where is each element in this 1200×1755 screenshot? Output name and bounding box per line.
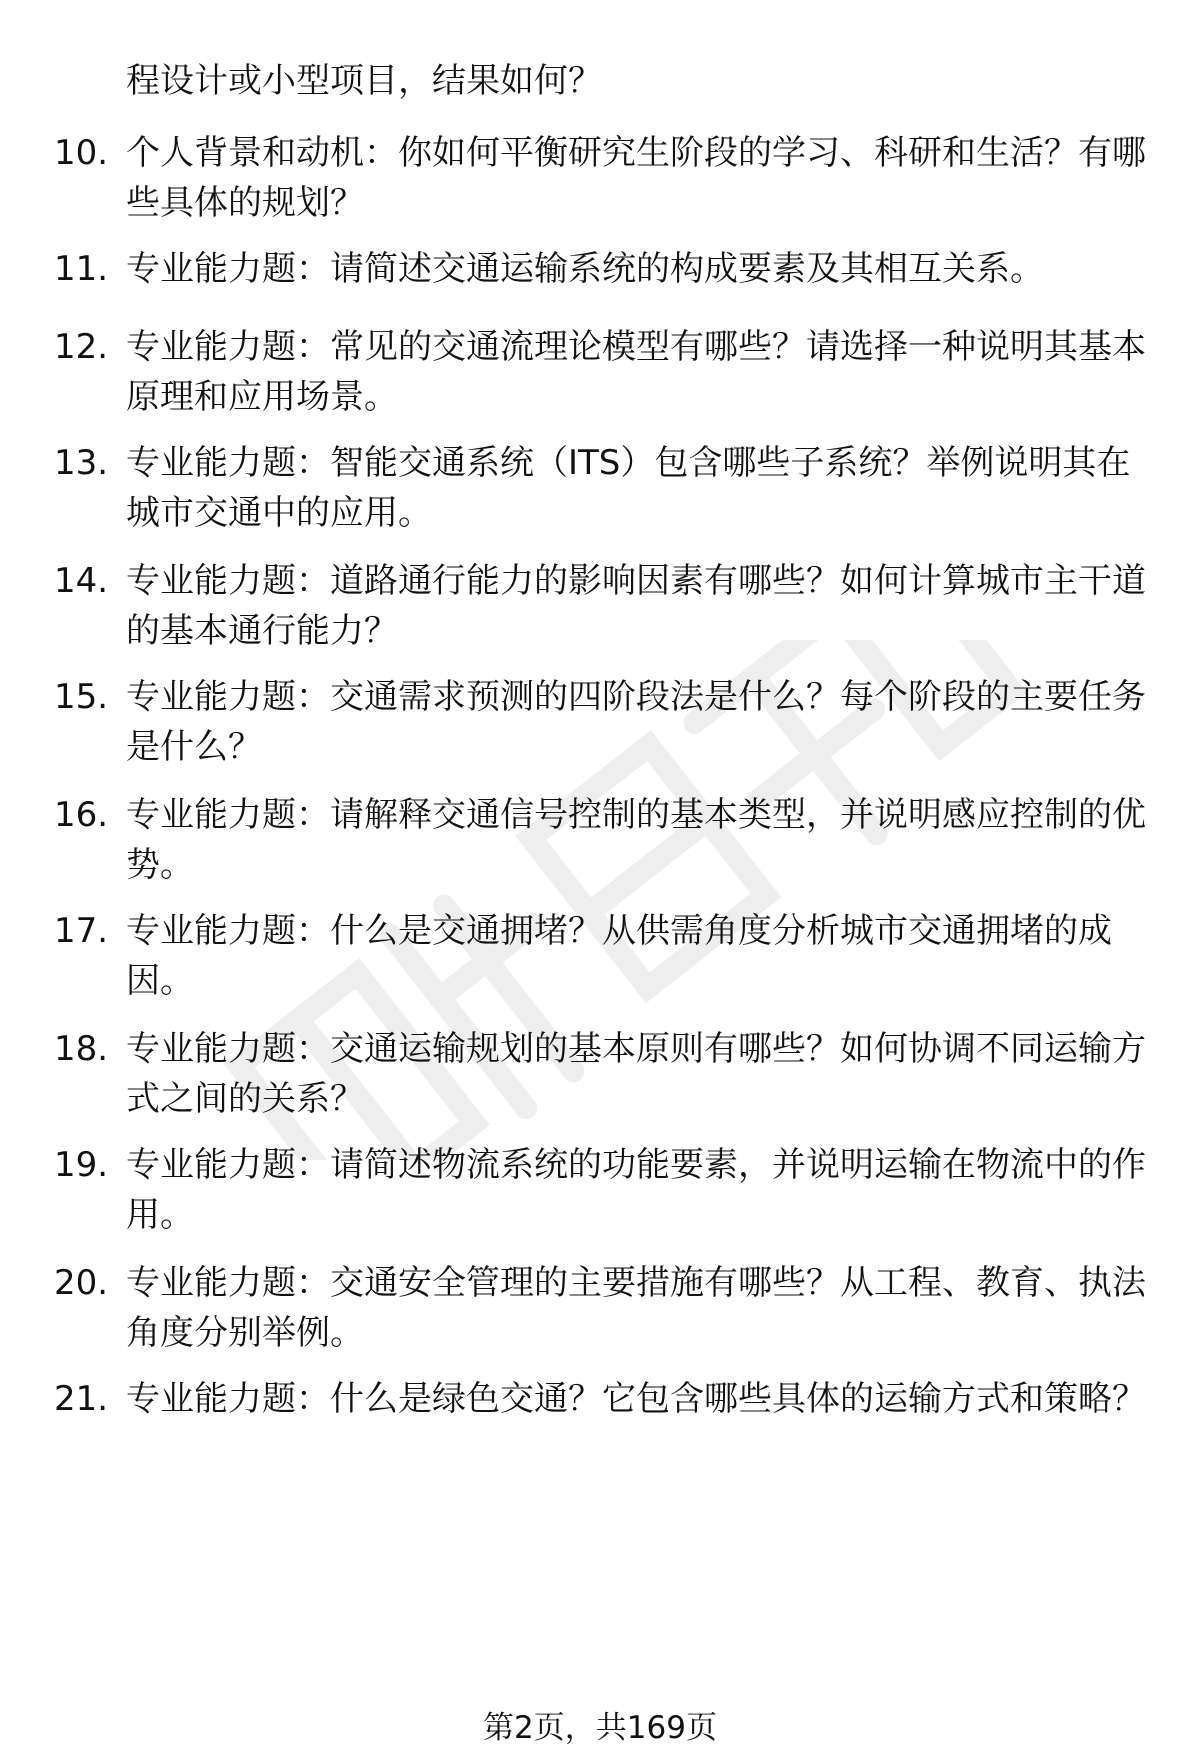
question-number: 18.: [54, 1029, 109, 1069]
question-text: 专业能力题：交通需求预测的四阶段法是什么？每个阶段的主要任务是什么？: [126, 677, 1146, 767]
page-footer: 第2页，共169页: [483, 1710, 717, 1746]
question-text: 专业能力题：什么是交通拥堵？从供需角度分析城市交通拥堵的成因。: [126, 911, 1112, 1001]
question-text: 专业能力题：请简述物流系统的功能要素，并说明运输在物流中的作用。: [126, 1145, 1146, 1235]
question-number: 13.: [54, 443, 109, 483]
question-text: 专业能力题：交通安全管理的主要措施有哪些？从工程、教育、执法角度分别举例。: [126, 1263, 1146, 1353]
question-number: 11.: [54, 249, 109, 289]
question-text: 专业能力题：什么是绿色交通？它包含哪些具体的运输方式和策略？: [126, 1379, 1146, 1419]
question-number: 15.: [54, 677, 109, 717]
question-number: 17.: [54, 911, 109, 951]
question-number: 14.: [54, 561, 109, 601]
question-number: 16.: [54, 795, 109, 835]
question-text: 专业能力题：请解释交通信号控制的基本类型，并说明感应控制的优势。: [126, 795, 1146, 885]
question-text: 专业能力题：常见的交通流理论模型有哪些？请选择一种说明其基本原理和应用场景。: [126, 327, 1146, 417]
question-text: 专业能力题：请简述交通运输系统的构成要素及其相互关系。: [126, 249, 1044, 289]
question-number: 21.: [54, 1379, 109, 1419]
question-number: 10.: [54, 133, 109, 173]
question-text: 专业能力题：道路通行能力的影响因素有哪些？如何计算城市主干道的基本通行能力？: [126, 561, 1146, 651]
question-text: 专业能力题：交通运输规划的基本原则有哪些？如何协调不同运输方式之间的关系？: [126, 1029, 1146, 1119]
question-number: 19.: [54, 1145, 109, 1185]
question-number: 12.: [54, 327, 109, 367]
continuation-text: 程设计或小型项目，结果如何？: [126, 61, 602, 101]
question-text: 专业能力题：智能交通系统（ITS）包含哪些子系统？举例说明其在城市交通中的应用。: [126, 443, 1131, 533]
question-text: 个人背景和动机：你如何平衡研究生阶段的学习、科研和生活？有哪些具体的规划？: [126, 133, 1146, 223]
question-number: 20.: [54, 1263, 109, 1303]
